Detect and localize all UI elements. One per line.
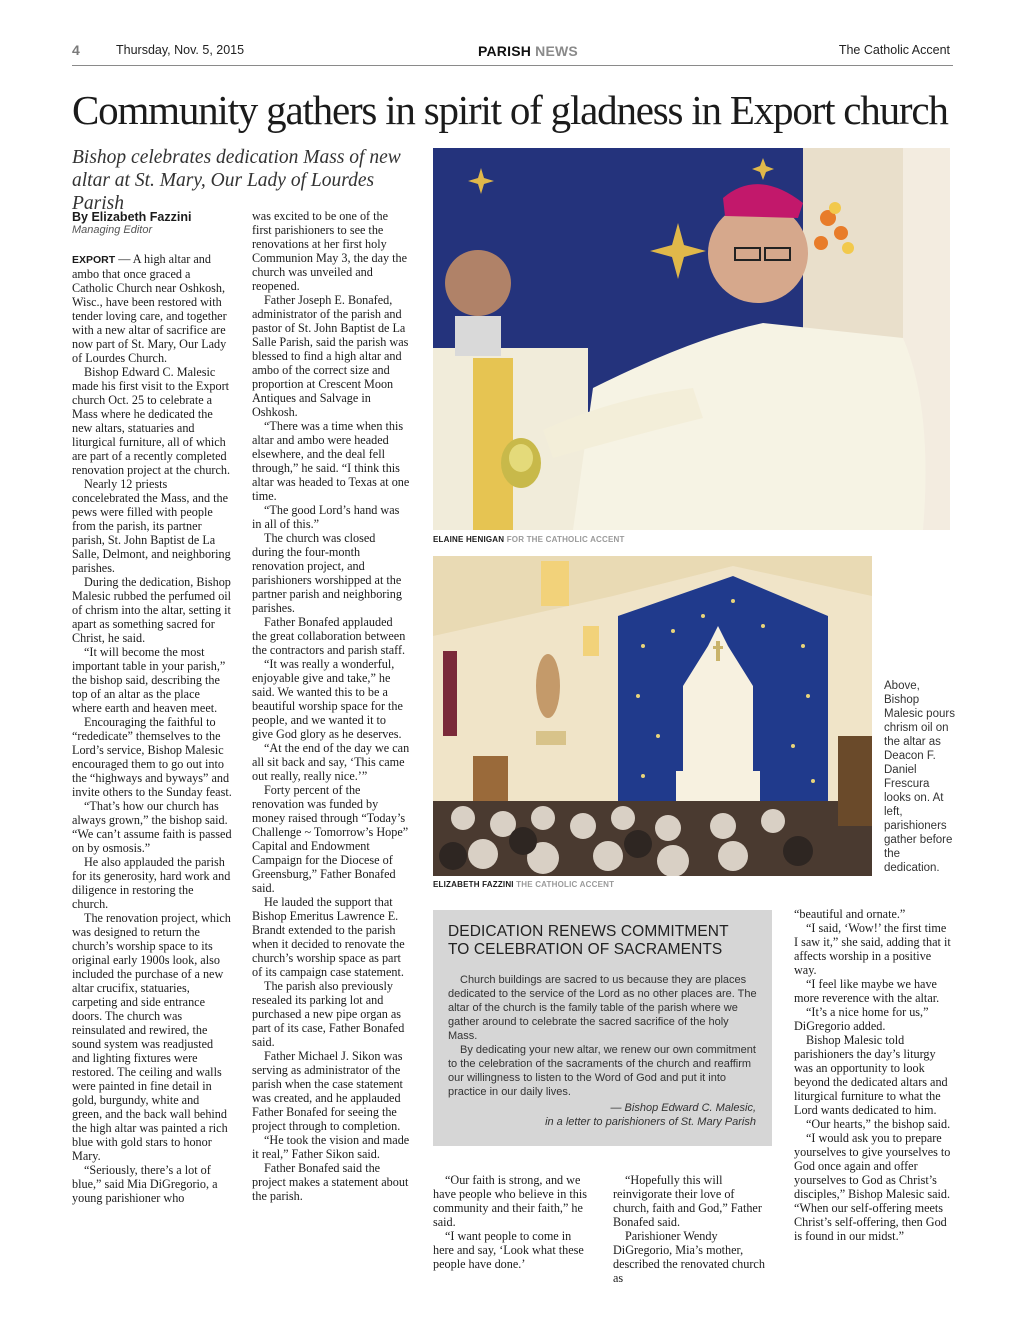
- photo-credit: [433, 880, 614, 889]
- attribution-name: — Bishop Edward C. Malesic,: [610, 1102, 756, 1114]
- paragraph: “Our faith is strong, and we have people who believe in this community and their faith,” he said.: [433, 1173, 587, 1229]
- paragraph: Father Bonafed said the project makes a statement about the parish.: [252, 1161, 409, 1203]
- paragraph: “It’s a nice home for us,” DiGregorio added.: [794, 1005, 929, 1033]
- photo-credit: [433, 535, 625, 544]
- sidebar-paragraph: By dedicating your new altar, we renew our own commitment to the celebration of the sacraments of the church and reaffirm our willingness to listen to the Word of God and put it into practice in our daily lives.: [448, 1044, 756, 1098]
- article-column-2: [252, 209, 410, 1203]
- byline: By Elizabeth Fazzini: [72, 210, 192, 224]
- paragraph: Father Michael J. Sikon was serving as administrator of the parish when the case statement was created, and he applauded Father Bonafed for seeing the project through to completion.: [252, 1049, 403, 1133]
- paragraph: “beautiful and ornate.”: [794, 907, 906, 921]
- article-column-1: [72, 252, 232, 1205]
- publication-name: The Catholic Accent: [838, 43, 950, 57]
- paragraph: Father Bonafed applauded the great collaboration between the contractors and parish staff.: [252, 615, 406, 657]
- paragraph: “The good Lord’s hand was in all of this.”: [252, 503, 400, 531]
- photo-church-interior: [433, 556, 872, 876]
- paragraph: Parishioner Wendy DiGregorio, Mia’s mother, described the renovated church as: [613, 1229, 765, 1285]
- paragraph: The parish also previously resealed its parking lot and purchased a new pipe organ as part of its case, Father Bonafed said.: [252, 979, 405, 1049]
- photographer-org: FOR THE CATHOLIC ACCENT: [506, 535, 625, 544]
- headline: Community gathers in spirit of gladness in Export church: [72, 87, 948, 133]
- photo-bishop-pouring-chrism: [433, 148, 950, 530]
- paragraph: Father Joseph E. Bonafed, administrator of the parish and pastor of St. John Baptist de La Salle Parish, said the parish was blessed to find a high altar and ambo of the correct size and proportion at Crescent Moon Antiques and Salvage in Oshkosh.: [252, 293, 409, 419]
- deck: Bishop celebrates dedication Mass of new altar at St. Mary, Our Lady of Lourdes Parish: [72, 147, 401, 214]
- paragraph: “I feel like maybe we have more reverence with the altar.: [794, 977, 940, 1005]
- paragraph: “He took the vision and made it real,” Father Sikon said.: [252, 1133, 410, 1161]
- article-column-5: [794, 907, 952, 1243]
- photographer-org: THE CATHOLIC ACCENT: [516, 880, 615, 889]
- section-name: [478, 43, 578, 59]
- paragraph-text: — A high altar and ambo that once graced a Catholic Church near Oshkosh, Wisc., have been restored with tender loving care, and together with a new altar of sacrifice are now part of St. Mary, Our Lady of Lourdes Church.: [72, 252, 227, 365]
- paragraph: “I want people to come in here and say, ‘Look what these people have done.’: [433, 1229, 584, 1271]
- dateline: EXPORT: [72, 254, 116, 266]
- paragraph: “Seriously, there’s a lot of blue,” said Mia DiGregorio, a young parishioner who: [72, 1163, 218, 1205]
- paragraph: “I would ask you to prepare yourselves to give yourselves to God once again and offer yourselves to God as Christ’s disciples,” Bishop Malesic said. “When our self-offering meets Christ’s self-offering, then God is found in our midst.”: [794, 1131, 951, 1243]
- page-number: 4: [72, 42, 80, 58]
- paragraph: was excited to be one of the first parishioners to see the renovations at her first holy Communion May 3, the day the church was unveiled and reopened.: [252, 209, 408, 293]
- article-column-3: [433, 1173, 591, 1271]
- sidebar-attribution: [448, 1101, 756, 1129]
- paragraph: The renovation project, which was designed to return the church’s worship space to its original early 1900s look, also included the purchase of a new altar crucifix, statuaries, carpeting and side entrance doors. The church was reinsulated and rewired, the sound system was readjusted and lighting fixtures were restored. The ceiling and walls were painted in fine detail in gold, burgundy, white and green, and the back wall behind the high altar was painted a rich blue with gold stars to honor Mary.: [72, 911, 231, 1163]
- byline-title: Managing Editor: [72, 224, 153, 236]
- header-rule: [72, 65, 953, 66]
- paragraph: “That’s how our church has always grown,” the bishop said. “We can’t assume faith is passed on by osmosis.”: [72, 799, 232, 855]
- paragraph: He also applauded the parish for its generosity, hard work and diligence in restoring the church.: [72, 855, 231, 911]
- photographer-name: ELAINE HENIGAN: [433, 535, 505, 544]
- attribution-detail: in a letter to parishioners of St. Mary Parish: [545, 1116, 756, 1128]
- sidebar-title: DEDICATION RENEWS COMMITMENT TO CELEBRATION OF SACRAMENTS: [448, 923, 729, 958]
- paragraph: “There was a time when this altar and ambo were headed elsewhere, and the deal fell through,” he said. “I think this altar was headed to Texas at one time.: [252, 419, 410, 503]
- paragraph: “At the end of the day we can all sit back and say, ‘This came out really, really nice.’”: [252, 741, 410, 783]
- paragraph: “I said, ‘Wow!’ the first time I saw it,” she said, adding that it affects worship in a positive way.: [794, 921, 951, 977]
- section-name-bold: PARISH: [478, 43, 532, 59]
- paragraph: Bishop Edward C. Malesic made his first visit to the Export church Oct. 25 to celebrate a Mass where he dedicated the new altars, statuaries and liturgical furniture, all of which are part of a recently completed renovation project at the church.: [72, 365, 231, 477]
- paragraph: The church was closed during the four-month renovation project, and parishioners worshipped at the partner parish and neighboring parishes.: [252, 531, 402, 615]
- paragraph: Nearly 12 priests concelebrated the Mass, and the pews were filled with people from the parish, its partner parish, St. John Baptist de La Salle, Delmont, and neighboring parishes.: [72, 477, 231, 575]
- paragraph: “It was really a wonderful, enjoyable give and take,” he said. We wanted this to be a beautiful worship space for the people, and we wanted it to give God glory as he deserves.: [252, 657, 403, 741]
- issue-date: Thursday, Nov. 5, 2015: [116, 43, 245, 57]
- paragraph: “Our hearts,” the bishop said.: [806, 1117, 951, 1131]
- paragraph: “Hopefully this will reinvigorate their love of church, faith and God,” Father Bonafed said.: [613, 1173, 762, 1229]
- paragraph: “It will become the most important table in your parish,” the bishop said, describing the top of an altar as the place where earth and heaven meet.: [72, 645, 226, 715]
- paragraph: Bishop Malesic told parishioners the day’s liturgy was an opportunity to look beyond the dedicated altars and liturgical furniture to what the Lord wants dedicated to him.: [794, 1033, 948, 1117]
- paragraph: During the dedication, Bishop Malesic rubbed the perfumed oil of chrism into the altar, setting it apart as something sacred for Christ, he said.: [72, 575, 232, 645]
- paragraph: He lauded the support that Bishop Emeritus Lawrence E. Brandt extended to the parish when it decided to renovate the church’s worship space as part of its campaign case statement.: [252, 895, 405, 979]
- article-column-4: [613, 1173, 771, 1285]
- photo-caption: Above, Bishop Malesic pours chrism oil on the altar as Deacon F. Daniel Frescura looks on. At left, parishioners gather before the dedication.: [884, 680, 955, 874]
- sidebar-quote: [448, 973, 758, 1099]
- section-name-light: NEWS: [535, 43, 578, 59]
- sidebar-paragraph: Church buildings are sacred to us because they are places dedicated to the service of the Lord as no other places are. The altar of the church is the family table of the parish where we gather around to celebrate the sacred sacrifice of the holy Mass.: [448, 974, 757, 1042]
- paragraph: Encouraging the faithful to “rededicate” themselves to the Lord’s service, Bishop Malesic encouraged them to go out into the “highways and byways” and invite others to the Sunday feast.: [72, 715, 232, 799]
- photographer-name: ELIZABETH FAZZINI: [433, 880, 514, 889]
- paragraph: Forty percent of the renovation was funded by money raised through “Today’s Challenge ~ Tomorrow’s Hope” Capital and Endowment Campaign for the Diocese of Greensburg,” Father Bonafed said.: [252, 783, 409, 895]
- paragraph: [72, 252, 232, 365]
